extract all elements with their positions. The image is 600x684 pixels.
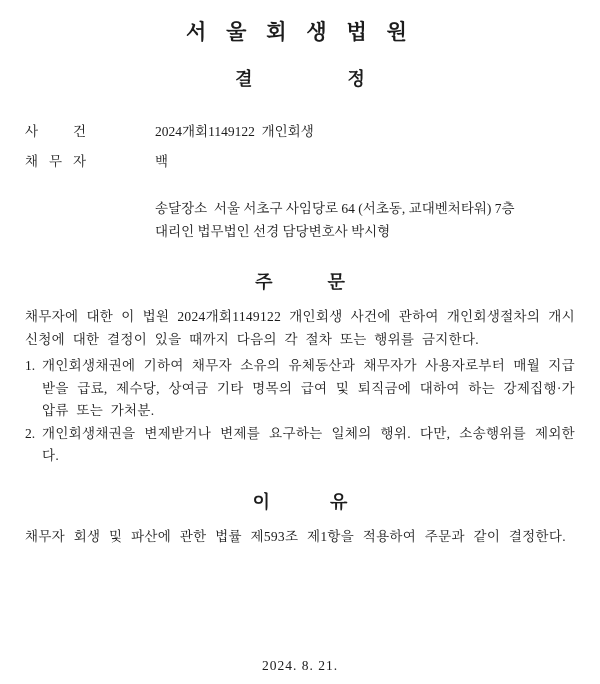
label-char: 사 xyxy=(25,124,39,139)
order-section-heading xyxy=(25,273,575,291)
list-item xyxy=(25,355,575,423)
doc-type-char-first: 결 xyxy=(235,69,253,89)
reason-heading-char-second: 유 xyxy=(330,491,348,512)
document-type-heading xyxy=(25,70,575,88)
order-intro-paragraph: 채무자에 대한 이 법원 2024개회1149122 개인회생 사건에 관하여 개인회생절차의 개시신청에 대한 결정이 있을 때까지 다음의 각 절차 또는 행위를 금지한다. xyxy=(25,309,575,347)
label-char: 자 xyxy=(72,154,86,169)
debtor-row xyxy=(25,151,575,173)
case-info-section xyxy=(25,121,575,243)
debtor-name-value: 백 xyxy=(155,154,169,169)
label-char: 채 xyxy=(25,154,39,169)
list-item-text: 개인회생채권에 기하여 채무자 소유의 유체동산과 채무자가 사용자로부터 매월 지급받을 급료, 제수당, 상여금 기타 명목의 급여 및 퇴직금에 대하여 하는 강제집행·가압류 또는 가처분. xyxy=(42,358,575,418)
case-number-value: 2024개회1149122 개인회생 xyxy=(155,124,314,139)
doc-type-char-second: 정 xyxy=(347,69,365,89)
list-item xyxy=(25,423,575,468)
decision-date: 2024. 8. 21. xyxy=(261,658,339,673)
order-heading-char-first: 주 xyxy=(255,272,273,292)
reason-section-heading xyxy=(25,493,575,511)
page-title: 서 울 회 생 법 원 xyxy=(186,21,414,44)
service-address-line: 송달장소 서울 서초구 사임당로 64 (서초동, 교대벤처타워) 7층 xyxy=(155,201,515,216)
party-details-block xyxy=(155,198,575,243)
reason-paragraph: 채무자 회생 및 파산에 관한 법률 제593조 제1항을 적용하여 주문과 같이 결정한다. xyxy=(25,528,566,544)
debtor-label xyxy=(25,151,86,173)
label-char: 건 xyxy=(72,124,86,139)
list-item-text: 개인회생채권을 변제받거나 변제를 요구하는 일체의 행위. 다만, 소송행위를 제외한다. xyxy=(42,425,575,463)
list-item-number: 1. xyxy=(25,358,36,373)
list-item-number: 2. xyxy=(25,425,36,441)
reason-heading-char-first: 이 xyxy=(252,491,270,512)
case-number-label xyxy=(25,121,86,143)
case-number-row xyxy=(25,121,575,143)
attorney-line: 대리인 법무법인 선경 담당변호사 박시형 xyxy=(155,223,391,239)
order-items-list xyxy=(25,355,575,468)
order-heading-char-second: 문 xyxy=(327,272,345,292)
label-char: 무 xyxy=(48,154,63,169)
